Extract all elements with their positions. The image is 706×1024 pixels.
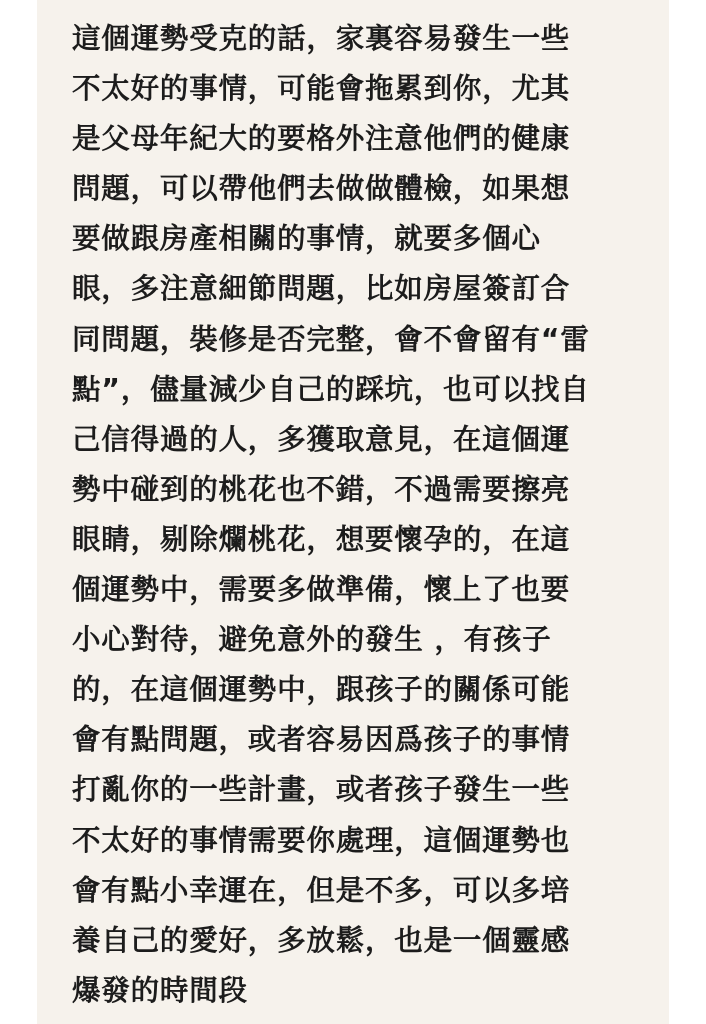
article-line: 個運勢中，需要多做準備，懷上了也要 [72,573,571,607]
article-line: 不太好的事情需要你處理，這個運勢也 [72,823,571,857]
article-line: 是父母年紀大的要格外注意他們的健康 [72,122,571,156]
article-line: 養自己的愛好，多放鬆，也是一個靈感 [72,923,571,957]
article-line: 勢中碰到的桃花也不錯，不過需要擦亮 [72,472,571,506]
article-line: 會有點小幸運在，但是不多，可以多培 [72,873,571,907]
article-body [72,14,642,1016]
article-line: 打亂你的一些計畫，或者孩子發生一些 [72,773,571,807]
article-line: 這個運勢受克的話，家裏容易發生一些 [72,22,571,55]
article-line: 小心對待，避免意外的發生 ，有孩子 [72,623,552,657]
article-line: 己信得過的人，多獲取意見，在這個運 [72,422,571,456]
article-line: 眼睛，剔除爛桃花，想要懷孕的，在這 [72,522,571,556]
article-line: 會有點問題，或者容易因爲孩子的事情 [72,723,571,757]
article-line: 的，在這個運勢中，跟孩子的關係可能 [72,673,571,707]
article-line: 要做跟房產相關的事情，就要多個心 [72,222,541,256]
article-line: 爆發的時間段 [72,973,248,1007]
article-line: 眼，多注意細節問題，比如房屋簽訂合 [72,272,571,306]
article-line: 問題，可以帶他們去做做體檢，如果想 [72,172,571,206]
article-line: 不太好的事情，可能會拖累到你，尤其 [72,72,571,106]
article-line: 同問題，裝修是否完整，會不會留有“雷 [72,322,590,356]
article-line: 點”，儘量減少自己的踩坑，也可以找自 [72,372,590,406]
